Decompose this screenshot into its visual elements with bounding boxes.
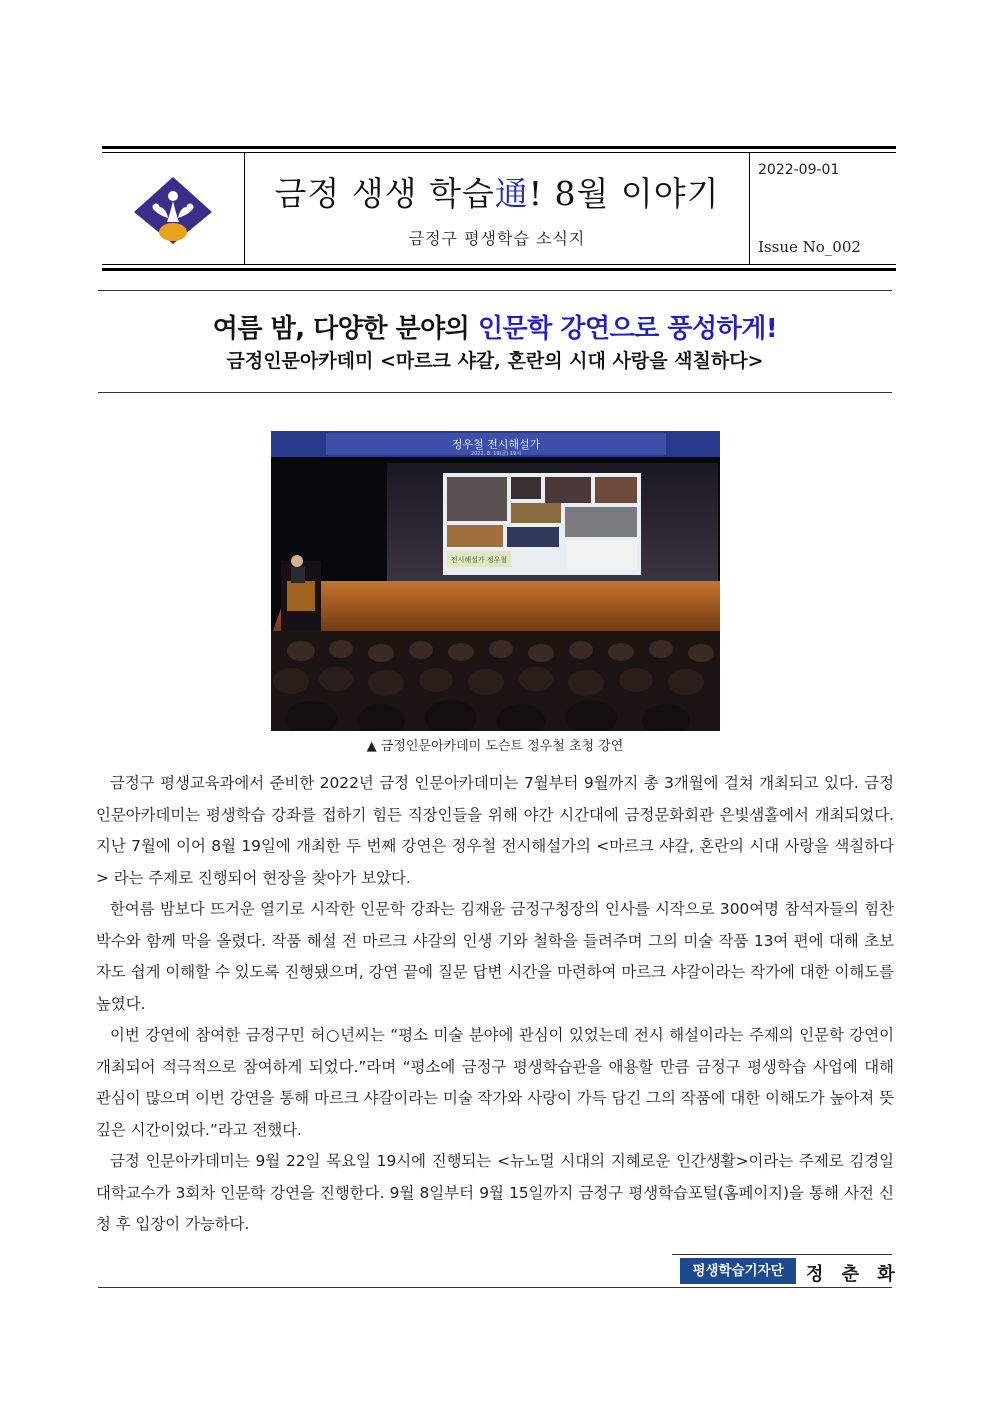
masthead-bottom-rule xyxy=(102,268,896,271)
title-part-2: ! 8월 이야기 xyxy=(528,174,720,213)
article-paragraph-1: 금정구 평생교육과에서 준비한 2022년 금정 인문아카데미는 7월부터 9월까지 총 3개월에 걸쳐 개최되고 있다. 금정 인문아카데미는 평생학습 강좌를 접하기 힘든 직장인들을 위해 야간 시간대에 금정문화회관 은빛샘홀에서 개최되었다. 지난 7월에 이어 8월 19일에 개최한 두 번째 강연은 정우철 전시해설가의 <마르크 샤갈, 혼란의 시대 사랑을 색칠하다> 라는 주제로 진행되어 현장을 찾아가 보았다. xyxy=(96,774,894,887)
issue-date: 2022-09-01 xyxy=(758,162,840,178)
article-paragraph-3: 이번 강연에 참여한 금정구민 허○년씨는 “평소 미술 분야에 관심이 있었는데 전시 해설이라는 주제의 인문학 강연이 개최되어 적극적으로 참여하게 되었다.”라며 “평소에 금정구 평생학습관을 애용할 만큼 금정구 평생학습 사업에 대해 관심이 많으며 이번 강연을 통해 마르크 샤갈이라는 미술 작가와 사랑이 가득 담긴 그의 작품에 대한 이해도가 높아져 뜻깊은 시간이었다.”라고 전했다. xyxy=(96,1026,894,1139)
article-paragraph-4: 금정 인문아카데미는 9월 22일 목요일 19시에 진행되는 <뉴노멀 시대의 지혜로운 인간생활>이라는 주제로 김경일 대학교수가 3회차 인문학 강연을 진행한다. 9월 8일부터 9월 15일까지 금정구 평생학습포털(홈페이지)을 통해 사전 신청 후 입장이 가능하다. xyxy=(96,1152,894,1233)
headline-black: 여름 밤, 다양한 분야의 xyxy=(212,314,478,344)
headline-top-rule xyxy=(98,290,892,291)
reporter-badge: 평생학습기자단 xyxy=(680,1258,796,1284)
headline-bottom-rule xyxy=(98,392,892,393)
reporter-name: 정 춘 화 xyxy=(806,1264,901,1285)
photo-banner-date: 2022. 8. 19(금) 19시 xyxy=(470,451,522,457)
signature-top-rule xyxy=(672,1254,892,1255)
newsletter-title xyxy=(245,168,749,215)
lecture-photo xyxy=(271,431,720,731)
title-tong: 通 xyxy=(494,174,529,213)
article-body xyxy=(96,768,894,1241)
title-part-1: 금정 생생 학습 xyxy=(274,174,495,213)
masthead-divider-right xyxy=(749,152,750,264)
article-headline xyxy=(98,308,892,345)
signature-bottom-rule xyxy=(98,1287,892,1288)
issue-number: Issue No_002 xyxy=(758,238,861,256)
headline-blue: 인문학 강연으로 풍성하게! xyxy=(477,314,778,344)
photo-slide-label: 전시해설가 정우철 xyxy=(450,556,508,564)
photo-caption: ▲ 금정인문아카데미 도슨트 정우철 초청 강연 xyxy=(366,739,624,754)
masthead-top-rule-thin xyxy=(102,152,896,153)
masthead-bottom-rule-thin xyxy=(102,264,896,265)
newsletter-subtitle: 금정구 평생학습 소식지 xyxy=(408,229,586,248)
photo-banner-text: 정우철 전시해설가 xyxy=(451,438,541,451)
article-subhead: 금정인문아카데미 <마르크 샤갈, 혼란의 시대 사랑을 색칠하다> xyxy=(226,350,764,372)
masthead-top-rule xyxy=(102,146,896,149)
lecture-photo-drawing xyxy=(271,431,720,731)
geumjeong-logo-icon xyxy=(132,174,214,244)
article-paragraph-2: 한여름 밤보다 뜨거운 열기로 시작한 인문학 강좌는 김재윤 금정구청장의 인사를 시작으로 300여명 참석자들의 힘찬 박수와 함께 막을 올렸다. 작품 해설 전 마르크 샤갈의 인생 기와 철학을 들려주며 그의 미술 작품 13여 편에 대해 초보자도 쉽게 이해할 수 있도록 진행됐으며, 강연 끝에 질문 답변 시간을 마련하여 마르크 샤갈이라는 작가에 대한 이해도를 높였다. xyxy=(96,900,894,1013)
masthead xyxy=(102,146,896,272)
